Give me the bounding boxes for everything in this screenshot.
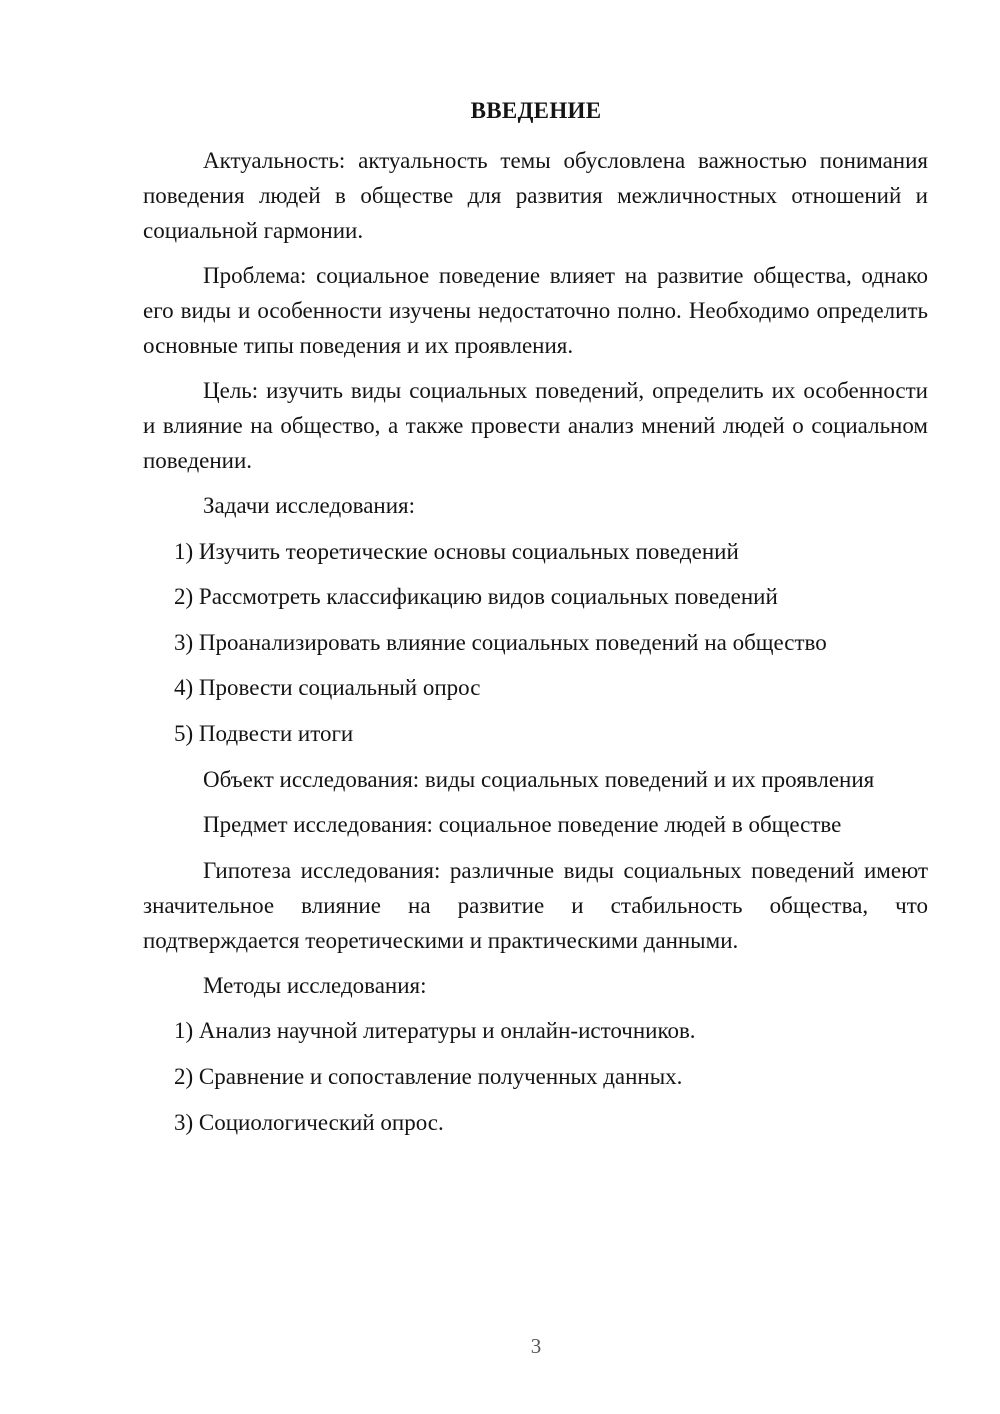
method-item-2: 2) Сравнение и сопоставление полученных данных. [174,1063,683,1089]
task-item-3: 3) Проанализировать влияние социальных поведений на общество [174,629,827,655]
goal-paragraph: Цель: изучить виды социальных поведений, определить их особенности и влияние на общество, а также провести анализ мнений людей о социальном поведении. [143,378,928,473]
task-item-2: 2) Рассмотреть классификацию видов социальных поведений [174,584,778,610]
problem-paragraph: Проблема: социальное поведение влияет на развитие общества, однако его виды и особенности изучены недостаточно полно. Необходимо определить основные типы поведения и их проявления. [143,263,928,358]
hypothesis-paragraph: Гипотеза исследования: различные виды социальных поведений имеют значительное влияние на развитие и стабильность общества, что подтверждается теоретическими и практическими данными. [143,857,928,953]
relevance-paragraph: Актуальность: актуальность темы обусловлена важностью понимания поведения людей в обществе для развития межличностных отношений и социальной гармонии. [143,148,928,243]
page-number: 3 [530,1334,542,1358]
object-line: Объект исследования: виды социальных поведений и их проявления [203,766,875,792]
method-item-3: 3) Социологический опрос. [174,1109,444,1135]
subject-line: Предмет исследования: социальное поведение людей в обществе [203,812,842,838]
task-item-1: 1) Изучить теоретические основы социальных поведений [174,538,739,564]
task-item-5: 5) Подвести итоги [174,720,354,746]
task-item-4: 4) Провести социальный опрос [174,675,481,701]
methods-heading: Методы исследования: [203,972,427,998]
document-body [143,143,928,1150]
tasks-heading: Задачи исследования: [203,493,416,518]
method-item-1: 1) Анализ научной литературы и онлайн-источников. [174,1018,696,1044]
section-title: ВВЕДЕНИЕ [470,98,602,123]
